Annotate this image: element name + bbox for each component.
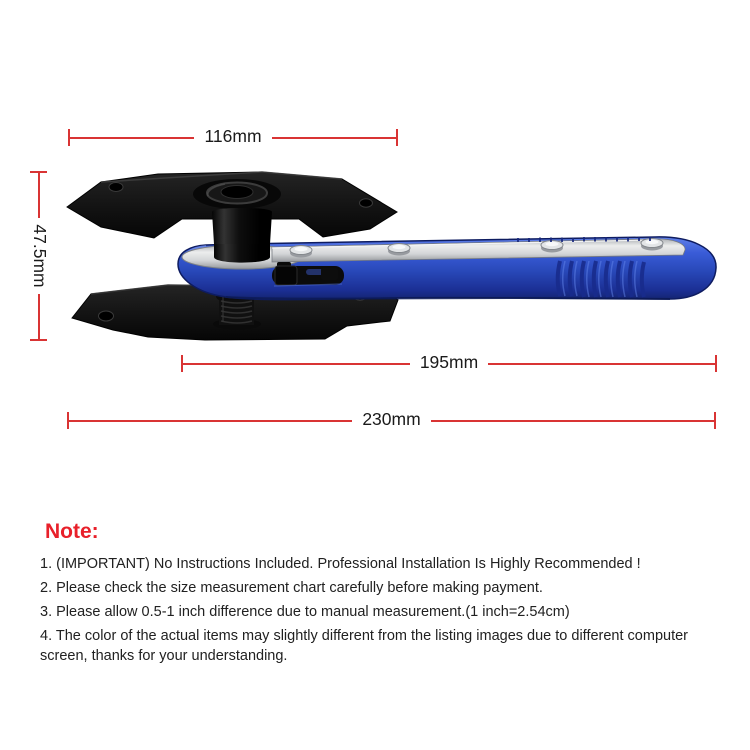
note-item-1: 1. (IMPORTANT) No Instructions Included. Professional Installation Is Highly Recommended ! [40, 556, 641, 572]
dimension-top-width [68, 125, 398, 146]
dimension-label: 116mm [204, 125, 262, 146]
plate-hole [99, 311, 114, 321]
rivet [541, 241, 563, 253]
dimension-line [70, 137, 194, 139]
dimension-tick [714, 412, 716, 429]
dimension-label: 47.5mm [29, 224, 50, 288]
dimension-label: 230mm [362, 408, 421, 429]
dimension-tick [715, 355, 717, 372]
spool-cylinder [212, 208, 272, 263]
note-title: Note: [45, 520, 99, 543]
dimension-left-height [29, 171, 50, 341]
plate-hole [360, 199, 373, 207]
rivet [290, 246, 312, 258]
center-hub-socket [193, 179, 281, 209]
note-item-4: 4. The color of the actual items may slightly different from the listing images due to different computer screen, thanks for your understanding. [40, 628, 688, 664]
note-section [40, 520, 732, 670]
dimension-handle-length [181, 351, 717, 372]
dimension-tick [396, 129, 398, 146]
dimension-total-length [67, 408, 716, 429]
rivet [388, 244, 410, 256]
dimension-tick [30, 339, 47, 341]
note-item-2: 2. Please check the size measurement chart carefully before making payment. [40, 580, 543, 596]
ratchet-switch-lever [275, 266, 297, 285]
dimension-line [488, 363, 715, 365]
dimension-label: 195mm [419, 351, 479, 372]
plate-hole [109, 183, 123, 192]
dimension-line [38, 294, 40, 339]
dimension-line [431, 420, 714, 422]
note-item-3: 3. Please allow 0.5-1 inch difference due to manual measurement.(1 inch=2.54cm) [40, 604, 570, 620]
dimension-line [183, 363, 410, 365]
dimension-line [69, 420, 352, 422]
dimension-line [38, 173, 40, 218]
rivet [641, 239, 663, 251]
dimension-line [272, 137, 396, 139]
